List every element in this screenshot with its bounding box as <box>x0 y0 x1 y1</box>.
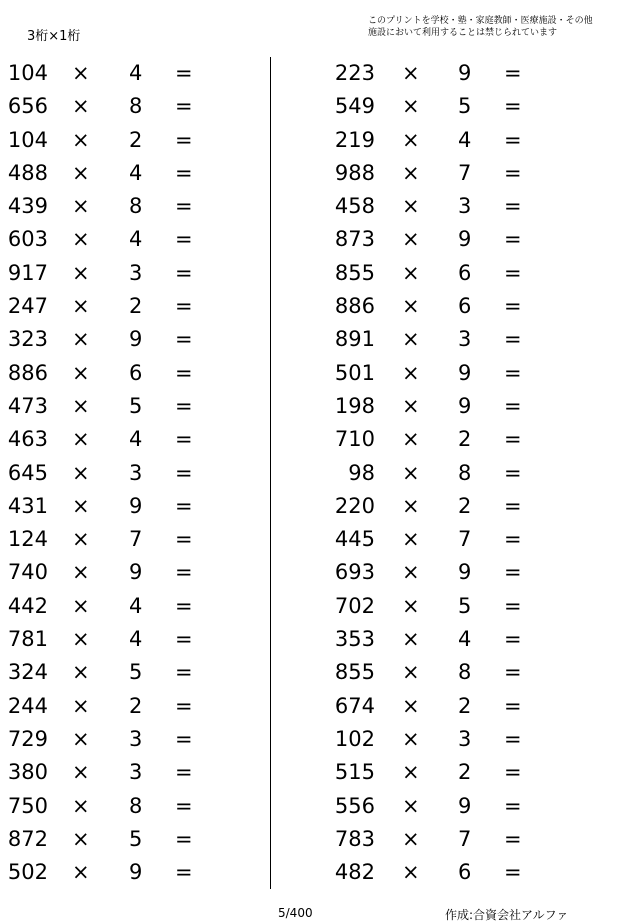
page-number: 5/400 <box>278 906 313 920</box>
times-sign: × <box>72 160 90 185</box>
multiplicand: 710 <box>334 427 375 452</box>
problem-row <box>0 57 270 90</box>
multiplicand: 223 <box>334 61 375 85</box>
multiplicand: 502 <box>7 860 48 885</box>
multiplicand: 872 <box>7 826 48 851</box>
equals-sign: = <box>504 493 522 518</box>
times-sign: × <box>402 493 420 518</box>
copyright-notice <box>368 15 593 39</box>
problem-row <box>0 90 270 123</box>
multiplier: 4 <box>129 61 143 85</box>
problem-row <box>300 223 570 256</box>
problem-row <box>0 723 270 756</box>
times-sign: × <box>402 826 420 851</box>
multiplicand: 740 <box>7 560 48 585</box>
multiplicand: 353 <box>334 627 375 652</box>
times-sign: × <box>72 560 90 585</box>
problem-row <box>0 823 270 856</box>
multiplicand: 380 <box>7 760 48 785</box>
multiplier: 9 <box>129 560 143 585</box>
multiplicand: 501 <box>334 360 375 385</box>
equals-sign: = <box>504 260 522 285</box>
multiplicand: 102 <box>334 726 375 751</box>
multiplicand: 198 <box>334 393 375 418</box>
problem-row <box>300 590 570 623</box>
equals-sign: = <box>175 493 193 518</box>
multiplicand: 104 <box>7 61 48 85</box>
multiplicand: 750 <box>7 793 48 818</box>
times-sign: × <box>402 660 420 685</box>
multiplicand: 693 <box>334 560 375 585</box>
problem-row <box>0 690 270 723</box>
notice-line-2: 施設において利用することは禁じられています <box>368 28 558 38</box>
multiplier: 9 <box>129 860 143 885</box>
times-sign: × <box>72 227 90 252</box>
equals-sign: = <box>175 61 193 85</box>
times-sign: × <box>72 127 90 152</box>
times-sign: × <box>402 693 420 718</box>
multiplicand: 886 <box>334 294 375 319</box>
problem-row <box>300 390 570 423</box>
times-sign: × <box>402 460 420 485</box>
problem-row <box>0 656 270 689</box>
problem-row <box>0 490 270 523</box>
multiplier: 6 <box>129 360 143 385</box>
equals-sign: = <box>175 194 193 219</box>
equals-sign: = <box>175 627 193 652</box>
problem-row <box>300 157 570 190</box>
multiplicand: 442 <box>7 593 48 618</box>
multiplier: 9 <box>458 61 472 85</box>
multiplicand: 674 <box>334 693 375 718</box>
multiplier: 2 <box>458 693 472 718</box>
equals-sign: = <box>175 826 193 851</box>
multiplier: 4 <box>129 427 143 452</box>
notice-line-1: このプリントを学校・塾・家庭教師・医療施設・その他 <box>368 16 593 26</box>
times-sign: × <box>402 393 420 418</box>
equals-sign: = <box>504 826 522 851</box>
multiplicand: 482 <box>334 860 375 885</box>
multiplier: 6 <box>458 860 472 885</box>
problem-row <box>300 290 570 323</box>
multiplier: 2 <box>458 493 472 518</box>
equals-sign: = <box>504 660 522 685</box>
multiplicand: 324 <box>7 660 48 685</box>
times-sign: × <box>402 560 420 585</box>
times-sign: × <box>72 627 90 652</box>
problem-row <box>300 423 570 456</box>
equals-sign: = <box>504 294 522 319</box>
multiplier: 2 <box>129 294 143 319</box>
problem-row <box>300 856 570 889</box>
problem-row <box>0 357 270 390</box>
times-sign: × <box>402 194 420 219</box>
times-sign: × <box>402 793 420 818</box>
multiplier: 8 <box>129 94 143 119</box>
multiplicand: 988 <box>334 160 375 185</box>
left-problem-column <box>0 57 270 889</box>
problem-row <box>300 257 570 290</box>
equals-sign: = <box>175 660 193 685</box>
problem-row <box>300 124 570 157</box>
multiplier: 2 <box>458 427 472 452</box>
times-sign: × <box>402 760 420 785</box>
problem-row <box>300 57 570 90</box>
times-sign: × <box>72 860 90 885</box>
problem-row <box>300 623 570 656</box>
times-sign: × <box>402 427 420 452</box>
problem-row <box>0 556 270 589</box>
equals-sign: = <box>175 94 193 119</box>
multiplier: 4 <box>458 127 472 152</box>
problem-row <box>0 290 270 323</box>
problem-row <box>300 457 570 490</box>
multiplier: 5 <box>458 94 472 119</box>
equals-sign: = <box>504 393 522 418</box>
multiplier: 3 <box>458 327 472 352</box>
times-sign: × <box>402 593 420 618</box>
times-sign: × <box>72 260 90 285</box>
multiplicand: 891 <box>334 327 375 352</box>
equals-sign: = <box>175 427 193 452</box>
times-sign: × <box>402 627 420 652</box>
equals-sign: = <box>175 127 193 152</box>
times-sign: × <box>72 460 90 485</box>
multiplier: 9 <box>458 793 472 818</box>
multiplicand: 783 <box>334 826 375 851</box>
multiplier: 9 <box>458 360 472 385</box>
multiplier: 8 <box>129 793 143 818</box>
multiplier: 4 <box>129 227 143 252</box>
times-sign: × <box>72 427 90 452</box>
times-sign: × <box>72 393 90 418</box>
problem-row <box>0 190 270 223</box>
equals-sign: = <box>175 793 193 818</box>
equals-sign: = <box>504 693 522 718</box>
multiplicand: 917 <box>7 260 48 285</box>
times-sign: × <box>402 260 420 285</box>
multiplier: 7 <box>458 527 472 552</box>
problem-row <box>300 690 570 723</box>
equals-sign: = <box>175 360 193 385</box>
times-sign: × <box>402 227 420 252</box>
times-sign: × <box>72 793 90 818</box>
problem-row <box>300 323 570 356</box>
equals-sign: = <box>504 327 522 352</box>
times-sign: × <box>72 194 90 219</box>
times-sign: × <box>72 94 90 119</box>
equals-sign: = <box>504 760 522 785</box>
multiplicand: 247 <box>7 294 48 319</box>
multiplier: 4 <box>129 593 143 618</box>
multiplicand: 781 <box>7 627 48 652</box>
equals-sign: = <box>504 194 522 219</box>
equals-sign: = <box>175 160 193 185</box>
equals-sign: = <box>504 593 522 618</box>
problem-row <box>0 523 270 556</box>
multiplier: 4 <box>129 627 143 652</box>
times-sign: × <box>402 527 420 552</box>
problem-row <box>300 523 570 556</box>
equals-sign: = <box>504 560 522 585</box>
multiplicand: 702 <box>334 593 375 618</box>
problem-row <box>0 423 270 456</box>
equals-sign: = <box>175 393 193 418</box>
equals-sign: = <box>175 527 193 552</box>
multiplier: 8 <box>458 660 472 685</box>
multiplier: 6 <box>458 294 472 319</box>
equals-sign: = <box>504 860 522 885</box>
multiplicand: 431 <box>7 493 48 518</box>
multiplier: 5 <box>129 826 143 851</box>
times-sign: × <box>402 294 420 319</box>
multiplicand: 729 <box>7 726 48 751</box>
multiplicand: 549 <box>334 94 375 119</box>
equals-sign: = <box>504 227 522 252</box>
multiplier: 3 <box>129 260 143 285</box>
multiplicand: 556 <box>334 793 375 818</box>
multiplicand: 515 <box>334 760 375 785</box>
times-sign: × <box>72 360 90 385</box>
multiplicand: 244 <box>7 693 48 718</box>
equals-sign: = <box>175 327 193 352</box>
problem-row <box>300 190 570 223</box>
equals-sign: = <box>175 593 193 618</box>
equals-sign: = <box>504 460 522 485</box>
equals-sign: = <box>504 94 522 119</box>
multiplier: 2 <box>129 693 143 718</box>
multiplicand: 855 <box>334 660 375 685</box>
times-sign: × <box>72 693 90 718</box>
multiplier: 9 <box>129 493 143 518</box>
multiplicand: 458 <box>334 194 375 219</box>
multiplicand: 488 <box>7 160 48 185</box>
times-sign: × <box>402 327 420 352</box>
multiplier: 6 <box>458 260 472 285</box>
multiplicand: 98 <box>348 460 375 485</box>
problem-row <box>0 157 270 190</box>
multiplicand: 219 <box>334 127 375 152</box>
times-sign: × <box>72 493 90 518</box>
times-sign: × <box>72 294 90 319</box>
multiplier: 9 <box>129 327 143 352</box>
multiplicand: 124 <box>7 527 48 552</box>
multiplicand: 473 <box>7 393 48 418</box>
multiplicand: 855 <box>334 260 375 285</box>
multiplicand: 645 <box>7 460 48 485</box>
column-divider <box>270 57 271 889</box>
equals-sign: = <box>175 294 193 319</box>
equals-sign: = <box>175 760 193 785</box>
equals-sign: = <box>504 427 522 452</box>
times-sign: × <box>402 160 420 185</box>
multiplier: 5 <box>458 593 472 618</box>
problem-row <box>0 590 270 623</box>
multiplicand: 445 <box>334 527 375 552</box>
times-sign: × <box>72 61 90 85</box>
problem-row <box>0 390 270 423</box>
times-sign: × <box>72 826 90 851</box>
publisher-credit: 作成:合資会社アルファ <box>445 908 569 922</box>
multiplier: 5 <box>129 660 143 685</box>
problem-row <box>0 323 270 356</box>
problem-row <box>0 790 270 823</box>
equals-sign: = <box>175 260 193 285</box>
multiplier: 9 <box>458 227 472 252</box>
multiplier: 3 <box>458 726 472 751</box>
times-sign: × <box>402 860 420 885</box>
problem-row <box>0 856 270 889</box>
multiplier: 7 <box>458 160 472 185</box>
times-sign: × <box>72 760 90 785</box>
equals-sign: = <box>175 460 193 485</box>
multiplier: 4 <box>129 160 143 185</box>
problem-row <box>0 257 270 290</box>
multiplier: 2 <box>129 127 143 152</box>
multiplier: 3 <box>129 760 143 785</box>
problem-row <box>0 756 270 789</box>
problem-row <box>300 723 570 756</box>
worksheet-title: 3桁×1桁 <box>27 29 81 44</box>
times-sign: × <box>402 94 420 119</box>
multiplicand: 603 <box>7 227 48 252</box>
equals-sign: = <box>175 726 193 751</box>
multiplier: 3 <box>458 194 472 219</box>
problem-row <box>300 823 570 856</box>
equals-sign: = <box>504 61 522 85</box>
multiplier: 8 <box>129 194 143 219</box>
multiplier: 4 <box>458 627 472 652</box>
equals-sign: = <box>504 160 522 185</box>
times-sign: × <box>402 360 420 385</box>
times-sign: × <box>72 726 90 751</box>
multiplier: 5 <box>129 393 143 418</box>
multiplicand: 463 <box>7 427 48 452</box>
problem-row <box>300 357 570 390</box>
equals-sign: = <box>504 527 522 552</box>
problem-row <box>0 623 270 656</box>
problem-row <box>300 490 570 523</box>
multiplier: 3 <box>129 726 143 751</box>
multiplicand: 656 <box>7 94 48 119</box>
multiplicand: 439 <box>7 194 48 219</box>
equals-sign: = <box>175 227 193 252</box>
problem-row <box>300 556 570 589</box>
equals-sign: = <box>175 693 193 718</box>
problem-row <box>300 90 570 123</box>
problem-row <box>0 457 270 490</box>
problem-row <box>300 790 570 823</box>
equals-sign: = <box>504 360 522 385</box>
multiplier: 8 <box>458 460 472 485</box>
equals-sign: = <box>175 560 193 585</box>
multiplier: 9 <box>458 560 472 585</box>
problem-row <box>300 756 570 789</box>
times-sign: × <box>402 61 420 85</box>
equals-sign: = <box>504 127 522 152</box>
problem-row <box>0 223 270 256</box>
times-sign: × <box>402 726 420 751</box>
right-problem-column <box>300 57 570 889</box>
multiplicand: 873 <box>334 227 375 252</box>
multiplier: 3 <box>129 460 143 485</box>
multiplier: 7 <box>458 826 472 851</box>
equals-sign: = <box>175 860 193 885</box>
times-sign: × <box>72 327 90 352</box>
equals-sign: = <box>504 726 522 751</box>
problem-row <box>0 124 270 157</box>
multiplicand: 104 <box>7 127 48 152</box>
multiplier: 9 <box>458 393 472 418</box>
times-sign: × <box>402 127 420 152</box>
problem-row <box>300 656 570 689</box>
multiplier: 7 <box>129 527 143 552</box>
multiplicand: 323 <box>7 327 48 352</box>
multiplicand: 886 <box>7 360 48 385</box>
times-sign: × <box>72 660 90 685</box>
times-sign: × <box>72 527 90 552</box>
times-sign: × <box>72 593 90 618</box>
multiplicand: 220 <box>334 493 375 518</box>
multiplier: 2 <box>458 760 472 785</box>
equals-sign: = <box>504 627 522 652</box>
equals-sign: = <box>504 793 522 818</box>
